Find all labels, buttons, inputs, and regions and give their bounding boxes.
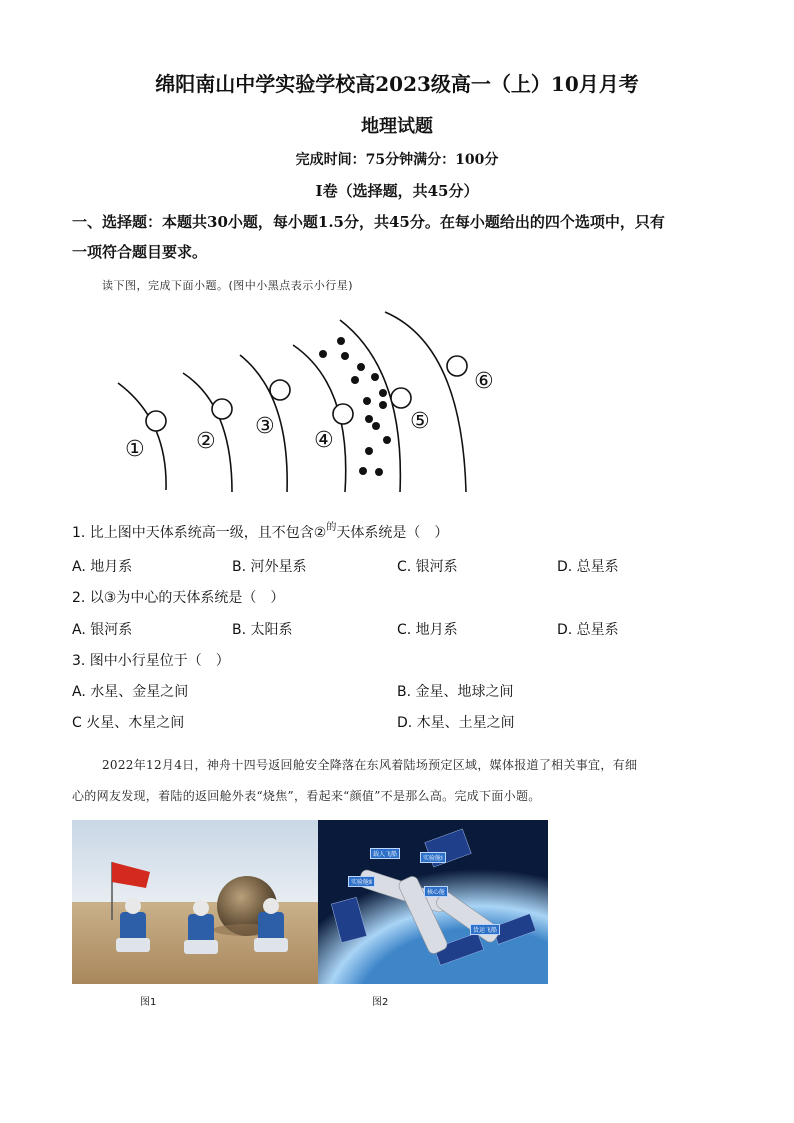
q2-option-a[interactable]: A. 银河系 [72,622,133,638]
volume-title: Ⅰ卷（选择题，共45分） [315,182,479,200]
figure-2-station-illustration [318,820,548,984]
asteroid-belt [319,337,391,476]
label-core-module: 核心舱 [424,886,448,897]
question-3-stem: 3. 图中小行星位于（ ） [72,653,230,669]
q2-option-c[interactable]: C. 地月系 [397,622,458,638]
label-2: ② [196,429,216,454]
question-1-stem: 1. 比上图中天体系统高一级，且不包含②$^的$天体系统是（ ） [72,522,449,541]
q1-option-a[interactable]: A. 地月系 [72,559,133,575]
figure-1-caption: 图1 [140,997,157,1008]
label-6: ⑥ [474,369,494,394]
label-lab-module-2: 实验舱Ⅱ [348,876,375,887]
label-5: ⑤ [410,409,430,434]
label-3: ③ [255,414,275,439]
figure-1-landing-photo [72,820,318,984]
q3-option-c[interactable]: C 火星、木星之间 [72,715,185,731]
planet-3 [270,380,290,400]
passage-line2: 心的网友发现，着陆的返回舱外表“烧焦”，看起来“颜值”不是那么高。完成下面小题。 [72,789,541,803]
q1-option-b[interactable]: B. 河外星系 [232,559,307,575]
label-lab-module-1: 实验舱Ⅰ [420,852,446,863]
q2-option-b[interactable]: B. 太阳系 [232,622,293,638]
planet-4 [333,404,353,424]
planet-6 [447,356,467,376]
label-4: ④ [314,428,334,453]
q1-option-d[interactable]: D. 总星系 [557,559,619,575]
read-instruction: 读下图，完成下面小题。(图中小黑点表示小行星) [102,279,354,292]
exam-title: 绵阳南山中学实验学校高2023级高一（上）10月月考 [155,72,639,96]
label-1: ① [125,437,145,462]
time-score-line: 完成时间：75分钟满分：100分 [295,152,499,168]
planet-1 [146,411,166,431]
orbit-diagram [0,0,794,520]
q3-option-d[interactable]: D. 木星、土星之间 [397,715,515,731]
figure-2-caption: 图2 [372,997,389,1008]
q1-option-c[interactable]: C. 银河系 [397,559,458,575]
subject-title: 地理试题 [361,116,433,137]
question-2-stem: 2. 以③为中心的天体系统是（ ） [72,590,285,606]
q2-option-d[interactable]: D. 总星系 [557,622,619,638]
q3-option-b[interactable]: B. 金星、地球之间 [397,684,514,700]
q3-option-a[interactable]: A. 水星、金星之间 [72,684,189,700]
section-heading-line2: 一项符合题目要求。 [72,243,208,261]
planet-2 [212,399,232,419]
section-heading-line1: 一、选择题：本题共30小题，每小题1.5分，共45分。在每小题给出的四个选项中，只有 [72,213,665,231]
label-cargo-ship: 货运飞船 [470,924,500,935]
planet-5 [391,388,411,408]
passage-line1: 2022年12月4日，神舟十四号返回舱安全降落在东风着陆场预定区域，媒体报道了相关事宜，有细 [102,758,638,772]
label-crewed-ship: 载人飞船 [370,848,400,859]
